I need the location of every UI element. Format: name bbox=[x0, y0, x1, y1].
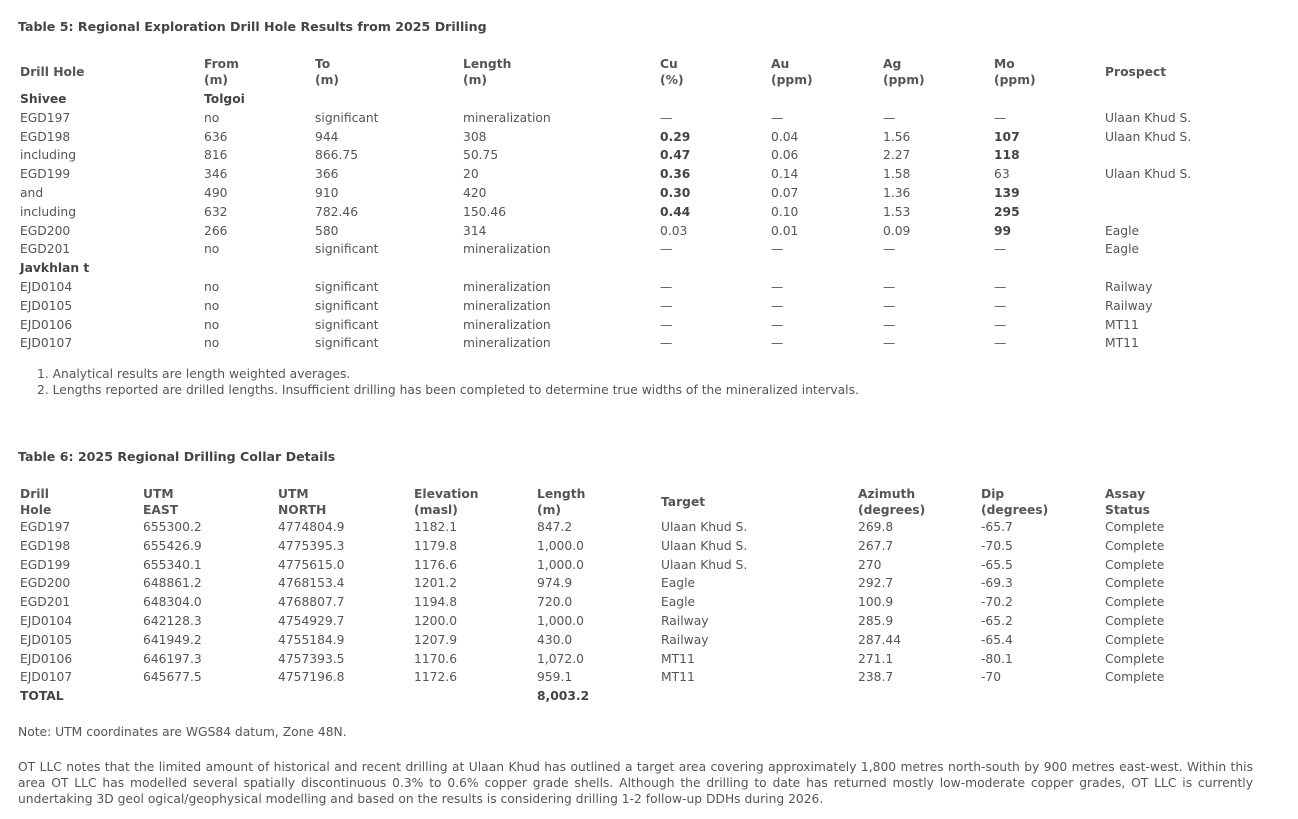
table5-cell: significant bbox=[315, 317, 379, 332]
table5-cell: 1.53 bbox=[883, 204, 911, 219]
table6-cell: 1207.9 bbox=[414, 632, 458, 647]
table6-cell: 1172.6 bbox=[414, 670, 458, 685]
table5-cell: — bbox=[660, 317, 673, 332]
table6-header: EAST bbox=[143, 503, 179, 517]
table5-cell: EJD0104 bbox=[20, 280, 73, 294]
table6-cell: 4768153.4 bbox=[278, 576, 345, 591]
table6-cell: Complete bbox=[1105, 614, 1165, 628]
table6-cell: EGD199 bbox=[20, 557, 71, 572]
table5-cell: 580 bbox=[315, 223, 339, 238]
table5-cell: — bbox=[883, 336, 896, 351]
table5-notes bbox=[37, 366, 859, 398]
table5-cell: 0.09 bbox=[883, 223, 911, 238]
table6-caption: Table 6: 2025 Regional Drilling Collar Details bbox=[18, 449, 336, 464]
table5-header: (ppm) bbox=[994, 73, 1036, 87]
table5-cell: — bbox=[771, 280, 784, 294]
table5-cell: — bbox=[660, 298, 673, 313]
table5-header: Mo bbox=[994, 57, 1015, 71]
table6-cell: -65.2 bbox=[981, 614, 1013, 628]
table5-cell: — bbox=[771, 110, 784, 125]
table6-cell: Complete bbox=[1105, 576, 1165, 591]
table6-cell: 1194.8 bbox=[414, 595, 458, 610]
table6-cell: -65.4 bbox=[981, 632, 1013, 647]
table6-total-length: 8,003.2 bbox=[537, 689, 590, 703]
table5-note-2: 2. Lengths reported are drilled lengths. Insufficient drilling has been completed to determine true widths of the mineralized intervals. bbox=[37, 383, 859, 397]
table6-cell: 238.7 bbox=[858, 670, 894, 685]
table5-header: Prospect bbox=[1105, 65, 1167, 79]
table5-cell: 314 bbox=[463, 223, 487, 238]
table6-cell: Railway bbox=[661, 614, 709, 628]
table6-cell: -65.7 bbox=[981, 520, 1013, 534]
table6-cell: 4754929.7 bbox=[278, 614, 345, 628]
table6-header: Drill bbox=[20, 487, 49, 501]
table6-cell: Ulaan Khud S. bbox=[661, 520, 748, 534]
table5-cell: — bbox=[994, 317, 1007, 332]
table6-cell: 1182.1 bbox=[414, 520, 458, 534]
table6-cell: Ulaan Khud S. bbox=[661, 538, 748, 553]
table5-cell: EGD199 bbox=[20, 167, 71, 182]
table6-cell: 645677.5 bbox=[143, 670, 202, 685]
table5-cell: Ulaan Khud S. bbox=[1105, 110, 1192, 125]
table6-cell: MT11 bbox=[661, 670, 695, 685]
table5-cell: 0.03 bbox=[660, 223, 688, 238]
table5-cell: 139 bbox=[994, 186, 1020, 200]
table5-header: (m) bbox=[204, 73, 229, 87]
table5-header: Drill Hole bbox=[20, 65, 85, 79]
table6-cell: Eagle bbox=[661, 595, 696, 610]
table6-cell: 4775395.3 bbox=[278, 538, 345, 553]
table6-cell: Complete bbox=[1105, 595, 1165, 610]
table6-cell: EJD0105 bbox=[20, 632, 73, 647]
table6-header: (m) bbox=[537, 503, 562, 517]
table5-cell: 0.36 bbox=[660, 167, 691, 182]
table6-header: UTM bbox=[143, 487, 174, 501]
table5-cell: MT11 bbox=[1105, 336, 1139, 351]
table6-header: (degrees) bbox=[981, 503, 1049, 517]
table6-cell: 959.1 bbox=[537, 670, 573, 685]
table6-cell: EGD197 bbox=[20, 520, 71, 534]
table6-cell: Complete bbox=[1105, 651, 1165, 666]
table6-cell: -65.5 bbox=[981, 557, 1013, 572]
table5-cell: including bbox=[20, 204, 77, 219]
table5-cell: — bbox=[883, 110, 896, 125]
table5-cell: EJD0107 bbox=[20, 336, 73, 351]
table6-cell: Complete bbox=[1105, 557, 1165, 572]
table6-cell: -70.2 bbox=[981, 595, 1013, 610]
table6-cell: EGD201 bbox=[20, 595, 71, 610]
table6-cell: EJD0107 bbox=[20, 670, 73, 685]
table6-header: Dip bbox=[981, 487, 1005, 501]
table5-header: Length bbox=[463, 57, 512, 71]
table5-cell: no bbox=[204, 317, 220, 332]
table5-cell: — bbox=[771, 242, 784, 257]
table6-total-label: TOTAL bbox=[20, 689, 64, 703]
utm-note: Note: UTM coordinates are WGS84 datum, Zone 48N. bbox=[18, 725, 347, 739]
table5-cell: 0.29 bbox=[660, 129, 691, 144]
table5-note-1: 1. Analytical results are length weighted averages. bbox=[37, 367, 351, 381]
table5-cell: Eagle bbox=[1105, 223, 1140, 238]
table5-cell: no bbox=[204, 336, 220, 351]
table5-cell: 636 bbox=[204, 129, 228, 144]
table6-cell: 655426.9 bbox=[143, 538, 202, 553]
table5-section-label: Javkhlan t bbox=[20, 261, 90, 276]
table5-cell: 266 bbox=[204, 223, 228, 238]
table5-cell: 2.27 bbox=[883, 148, 911, 163]
table6-header: Elevation bbox=[414, 487, 479, 501]
body-paragraph: OT LLC notes that the limited amount of historical and recent drilling at Ulaan Khud has outlined a target area covering approximately 1,800 metres north-south by 900 metres east-west. Within this area OT LLC has modelled several spatially discontinuous 0.3% to 0.6% copper grade shells. Although the drilling to date has returned mostly low-moderate copper grades, OT LLC is currently undertaking 3D geol ogical/geophysical modelling and based on the results is considering drilling 1-2 follow-up DDHs during 2026. bbox=[18, 760, 1253, 806]
table5-cell: mineralization bbox=[463, 242, 551, 257]
table5-cell: 1.56 bbox=[883, 129, 911, 144]
table5-cell: 0.06 bbox=[771, 148, 799, 163]
table5-cell: — bbox=[994, 242, 1007, 257]
table5-cell: 308 bbox=[463, 129, 487, 144]
table5-header: Cu bbox=[660, 57, 678, 71]
table5-cell: mineralization bbox=[463, 280, 551, 294]
table5-cell: — bbox=[771, 336, 784, 351]
table6-cell: 4757196.8 bbox=[278, 670, 345, 685]
table6-cell: 270 bbox=[858, 557, 882, 572]
table5-cell: no bbox=[204, 110, 220, 125]
table6-header: Status bbox=[1105, 503, 1150, 517]
table6-header: Target bbox=[661, 495, 706, 509]
table5-cell: 63 bbox=[994, 167, 1010, 182]
table5-section-label: Tolgoi bbox=[204, 92, 245, 106]
table5-cell: 0.14 bbox=[771, 167, 799, 182]
table5-header: From bbox=[204, 57, 239, 71]
table5-cell: — bbox=[660, 110, 673, 125]
table5-cell: — bbox=[771, 298, 784, 313]
table5-cell: 1.36 bbox=[883, 186, 911, 200]
table6-cell: 430.0 bbox=[537, 632, 573, 647]
table6-cell: 4768807.7 bbox=[278, 595, 345, 610]
table5-cell: — bbox=[994, 110, 1007, 125]
table5-cell: Railway bbox=[1105, 298, 1153, 313]
table6-cell: Complete bbox=[1105, 670, 1165, 685]
table5-cell: — bbox=[883, 317, 896, 332]
table5-cell: 99 bbox=[994, 223, 1012, 238]
table6-cell: 1176.6 bbox=[414, 557, 458, 572]
table6-cell: 269.8 bbox=[858, 520, 894, 534]
table5-cell: — bbox=[883, 280, 896, 294]
table6-cell: 1170.6 bbox=[414, 651, 458, 666]
table5-cell: — bbox=[660, 242, 673, 257]
table5-header: (ppm) bbox=[771, 73, 813, 87]
table5-header: To bbox=[315, 57, 331, 71]
table6-cell: 1200.0 bbox=[414, 614, 458, 628]
table6-cell: MT11 bbox=[661, 651, 695, 666]
table5-cell: — bbox=[883, 242, 896, 257]
table6-cell: Railway bbox=[661, 632, 709, 647]
table6-cell: EGD200 bbox=[20, 576, 71, 591]
table6-cell: 847.2 bbox=[537, 520, 573, 534]
table5-cell: 420 bbox=[463, 186, 487, 200]
table5-cell: no bbox=[204, 298, 220, 313]
table5-cell: no bbox=[204, 242, 220, 257]
table6-cell: 1,000.0 bbox=[537, 538, 584, 553]
table6-cell: 271.1 bbox=[858, 651, 894, 666]
table6-cell: Eagle bbox=[661, 576, 696, 591]
table6-cell: 974.9 bbox=[537, 576, 573, 591]
table5-cell: 782.46 bbox=[315, 204, 359, 219]
table6-cell: 292.7 bbox=[858, 576, 894, 591]
table5-cell: 944 bbox=[315, 129, 339, 144]
table6-cell: Complete bbox=[1105, 632, 1165, 647]
table5-cell: 150.46 bbox=[463, 204, 507, 219]
table5-cell: 295 bbox=[994, 204, 1020, 219]
table6-cell: EJD0106 bbox=[20, 651, 73, 666]
table6-cell: 1179.8 bbox=[414, 538, 458, 553]
table6-cell: Complete bbox=[1105, 520, 1165, 534]
table5-cell: — bbox=[994, 336, 1007, 351]
table5-cell: 0.30 bbox=[660, 186, 691, 200]
table5-cell: — bbox=[994, 298, 1007, 313]
table5-cell: 366 bbox=[315, 167, 339, 182]
table5-cell: 107 bbox=[994, 129, 1020, 144]
table5-cell: 0.44 bbox=[660, 204, 691, 219]
table5-cell: Railway bbox=[1105, 280, 1153, 294]
table6-cell: -80.1 bbox=[981, 651, 1013, 666]
table5-section-label: Shivee bbox=[20, 92, 67, 106]
table6-cell: 100.9 bbox=[858, 595, 894, 610]
table5-header: Au bbox=[771, 57, 790, 71]
table5-cell: 632 bbox=[204, 204, 228, 219]
table6-cell: 641949.2 bbox=[143, 632, 202, 647]
table6-cell: 655300.2 bbox=[143, 520, 202, 534]
table5-header: Ag bbox=[883, 57, 902, 71]
table5-cell: 0.10 bbox=[771, 204, 799, 219]
table6-header: Hole bbox=[20, 503, 52, 517]
table5-cell: 910 bbox=[315, 186, 339, 200]
table6-cell: 1201.2 bbox=[414, 576, 458, 591]
table5-cell: MT11 bbox=[1105, 317, 1139, 332]
table5-cell: — bbox=[660, 336, 673, 351]
table5-cell: — bbox=[883, 298, 896, 313]
table5-cell: significant bbox=[315, 280, 379, 294]
table6-cell: -70 bbox=[981, 670, 1002, 685]
table6-header: (masl) bbox=[414, 503, 458, 517]
table5-cell: mineralization bbox=[463, 336, 551, 351]
table6-cell: 4775615.0 bbox=[278, 557, 345, 572]
table6-cell: -69.3 bbox=[981, 576, 1013, 591]
table6-header: Length bbox=[537, 487, 586, 501]
table6-cell: 285.9 bbox=[858, 614, 894, 628]
table5-header: (m) bbox=[315, 73, 340, 87]
table5-cell: 118 bbox=[994, 148, 1020, 163]
table5-cell: EGD201 bbox=[20, 242, 71, 257]
table6-header: Azimuth bbox=[858, 487, 916, 501]
table6-cell: EJD0104 bbox=[20, 614, 73, 628]
table5-cell: 490 bbox=[204, 186, 228, 200]
table5-header: (ppm) bbox=[883, 73, 925, 87]
table5-cell: EJD0106 bbox=[20, 317, 73, 332]
table5-cell: Eagle bbox=[1105, 242, 1140, 257]
table5-cell: — bbox=[660, 280, 673, 294]
table6-header: NORTH bbox=[278, 503, 327, 517]
table6-header: UTM bbox=[278, 487, 309, 501]
table6-cell: 4774804.9 bbox=[278, 520, 345, 534]
table5-cell: 1.58 bbox=[883, 167, 911, 182]
table6-header: (degrees) bbox=[858, 503, 926, 517]
table5-header: (m) bbox=[463, 73, 488, 87]
table5-cell: — bbox=[771, 317, 784, 332]
table5-cell: EGD197 bbox=[20, 110, 71, 125]
table5-cell: 346 bbox=[204, 167, 228, 182]
table6-cell: 287.44 bbox=[858, 632, 902, 647]
table5-cell: including bbox=[20, 148, 77, 163]
table5-caption: Table 5: Regional Exploration Drill Hole Results from 2025 Drilling bbox=[18, 19, 487, 34]
table6-cell: 648304.0 bbox=[143, 595, 202, 610]
table5-cell: and bbox=[20, 186, 44, 200]
table5-cell: Ulaan Khud S. bbox=[1105, 129, 1192, 144]
table6-cell: 646197.3 bbox=[143, 651, 202, 666]
table5-cell: EGD198 bbox=[20, 129, 71, 144]
table5-cell: no bbox=[204, 280, 220, 294]
table6-cell: 267.7 bbox=[858, 538, 894, 553]
table6-cell: 1,000.0 bbox=[537, 557, 584, 572]
table6-cell: 648861.2 bbox=[143, 576, 202, 591]
table5-header: (%) bbox=[660, 73, 684, 87]
table5-cell: significant bbox=[315, 242, 379, 257]
table5-cell: 50.75 bbox=[463, 148, 499, 163]
table6-cell: EGD198 bbox=[20, 538, 71, 553]
table6-cell: 1,072.0 bbox=[537, 651, 584, 666]
table6-cell: 720.0 bbox=[537, 595, 573, 610]
table6-cell: 4757393.5 bbox=[278, 651, 345, 666]
table6-cell: 4755184.9 bbox=[278, 632, 345, 647]
table6-cell: Complete bbox=[1105, 538, 1165, 553]
table6-cell: Ulaan Khud S. bbox=[661, 557, 748, 572]
table5-cell: mineralization bbox=[463, 298, 551, 313]
table6-cell: 642128.3 bbox=[143, 614, 202, 628]
table5-cell: significant bbox=[315, 110, 379, 125]
table5-cell: 866.75 bbox=[315, 148, 359, 163]
table6-cell: 655340.1 bbox=[143, 557, 202, 572]
table5-cell: 0.01 bbox=[771, 223, 799, 238]
table5-cell: 0.47 bbox=[660, 148, 691, 163]
table5-cell: 0.07 bbox=[771, 186, 799, 200]
table5-cell: significant bbox=[315, 336, 379, 351]
table6-header: Assay bbox=[1105, 487, 1146, 501]
table6-cell: 1,000.0 bbox=[537, 614, 584, 628]
table5-cell: 0.04 bbox=[771, 129, 799, 144]
table5-cell: 20 bbox=[463, 167, 479, 182]
table5-cell: mineralization bbox=[463, 317, 551, 332]
table5-cell: EJD0105 bbox=[20, 298, 73, 313]
table5-cell: 816 bbox=[204, 148, 228, 163]
table5-cell: — bbox=[994, 280, 1007, 294]
table6-cell: -70.5 bbox=[981, 538, 1013, 553]
table5-cell: significant bbox=[315, 298, 379, 313]
table5-cell: mineralization bbox=[463, 110, 551, 125]
table5-cell: EGD200 bbox=[20, 223, 71, 238]
table5-cell: Ulaan Khud S. bbox=[1105, 167, 1192, 182]
